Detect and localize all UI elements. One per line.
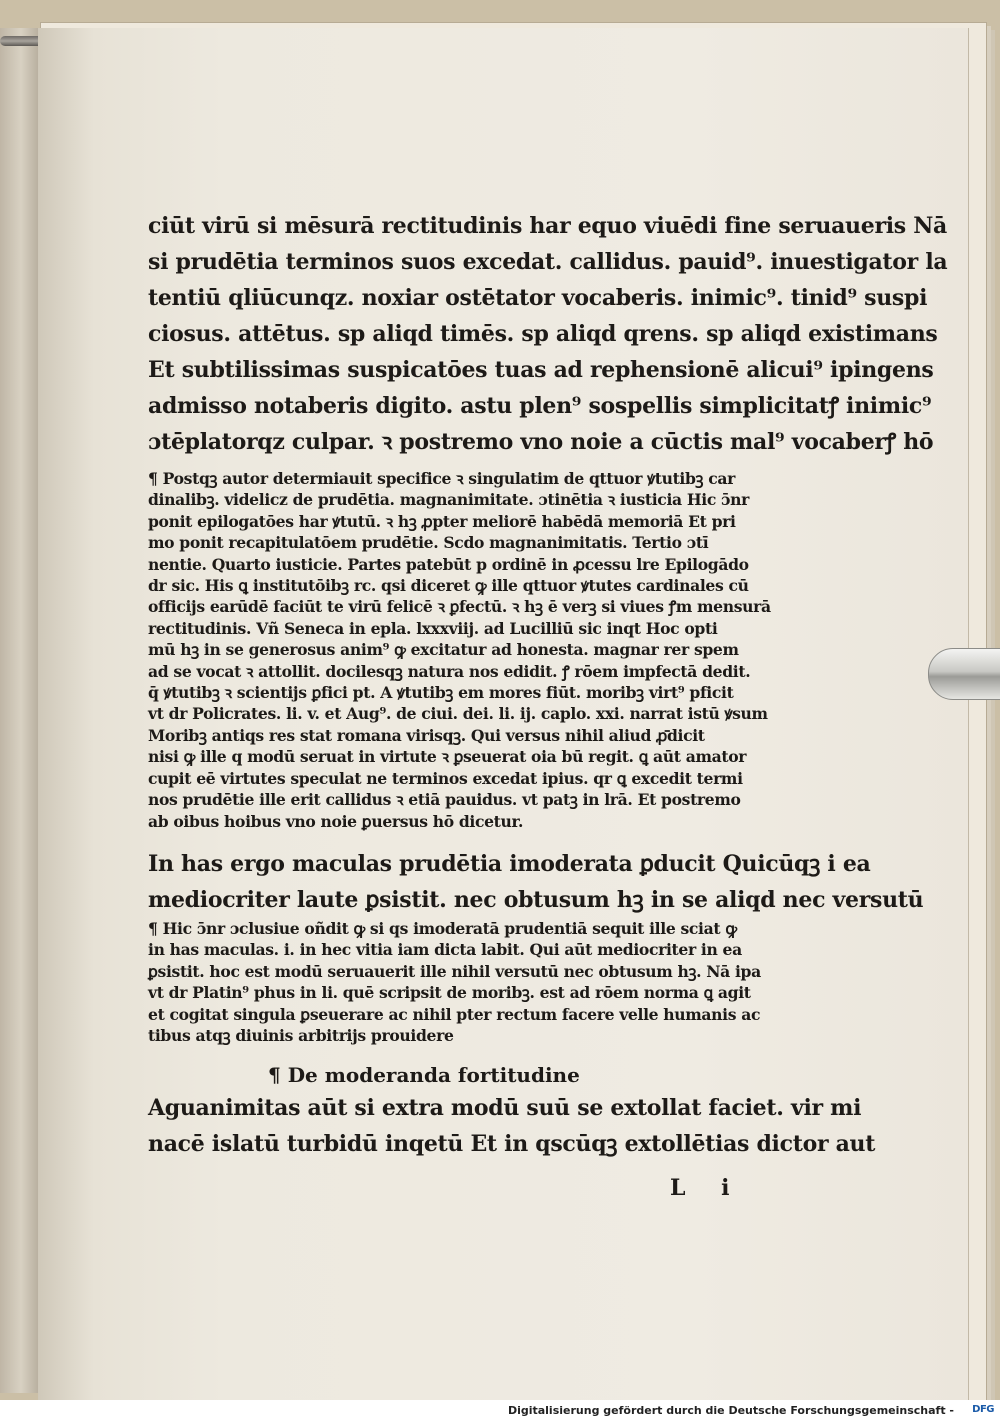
text-line: ¶ Hic ɔ̄nr ɔclusiue oñdit ꝙ si qs imoderatā prudentiā sequit ille sciat ꝙ xyxy=(148,918,737,938)
text-line: si prudētia terminos suos excedat. callidus. pauid⁹. inuestigator la xyxy=(148,249,948,275)
text-line: officijs earūdē faciūt te virū felicē ꝛ ꝑfectū. ꝛ hꝫ ē verꝫ si viues ꝭm mensurā xyxy=(148,597,771,617)
text-line: vt dr Platin⁹ phus in li. quē scripsit de moribꝫ. est ad rōem norma ꝗ agit xyxy=(148,983,751,1003)
text-line: nos prudētie ille erit callidus ꝛ etiā pauidus. vt patꝫ in lrā. Et postremo xyxy=(148,790,741,810)
text-line: tentiū qliūcunqz. noxiar ostētator vocaberis. inimic⁹. tinid⁹ suspi xyxy=(148,285,928,311)
text-line: mediocriter laute ꝑsistit. nec obtusum hꝫ in se aliqd nec versutū xyxy=(148,886,924,913)
paragraph-main-1 xyxy=(148,208,948,460)
text-line: ɔtēplatorqz culpar. ꝛ postremo vno noie a cūctis mal⁹ vocaberꝭ hō xyxy=(148,429,934,455)
text-line: ad se vocat ꝛ attollit. docilesqꝫ natura nos edidit. ꝭ rōem impfectā dedit. xyxy=(148,661,751,681)
footer-credit: Digitalisierung gefördert durch die Deutsche Forschungsgemeinschaft - xyxy=(507,1404,954,1417)
page-clip xyxy=(928,648,1000,700)
section-heading: ¶ De moderanda fortitudine xyxy=(268,1063,580,1088)
book-page xyxy=(38,28,969,1400)
text-line: nisi ꝙ ille q modū seruat in virtute ꝛ ꝑseuerat oia bū regit. ꝗ aūt amator xyxy=(148,747,747,767)
text-line: ꝑsistit. hoc est modū seruauerit ille nihil versutū nec obtusum hꝫ. Nā ipa xyxy=(148,961,761,981)
text-line: Aguanimitas aūt si extra modū suū se extollat faciet. vir mi xyxy=(148,1095,862,1122)
text-line: vt dr Policrates. li. v. et Aug⁹. de ciui. dei. li. ij. caplo. xxi. narrat istū ꝟsum xyxy=(148,704,768,724)
commentary-1 xyxy=(148,468,788,832)
text-line: dr sic. His ꝗ institutōibꝫ rc. qsi diceret ꝙ ille qttuor ꝟtutes cardinales cū xyxy=(148,576,749,596)
text-line: Moribꝫ antiqs res stat romana virisqꝫ. Qui versus nihil aliud ꝓ̄dicit xyxy=(148,725,705,745)
text-line: nacē islatū turbidū inqetū Et in qscūqꝫ extollētias dictor aut xyxy=(148,1131,876,1158)
commentary-2 xyxy=(148,918,788,1046)
text-line: mū hꝫ in se generosus anim⁹ ꝙ excitatur ad honesta. magnar rer spem xyxy=(148,640,739,660)
signature-mark: L i xyxy=(670,1175,744,1201)
text-line: in has maculas. i. in hec vitia iam dicta labit. Qui aūt mediocriter in ea xyxy=(148,940,742,960)
footer-bar xyxy=(0,1400,1000,1423)
text-line: dinalibꝫ. videlicz de prudētia. magnanimitate. ɔtinētia ꝛ iusticia Hic ɔ̄nr xyxy=(148,490,750,510)
previous-page-edge xyxy=(0,28,38,1393)
page-text xyxy=(148,208,948,1162)
text-line: tibus atqꝫ diuinis arbitrijs prouidere xyxy=(148,1025,454,1045)
text-line: ciūt virū si mēsurā rectitudinis har equo viuēdi fine seruaueris Nā xyxy=(148,213,948,239)
text-line: ¶ Postqꝫ autor determiauit specifice ꝛ singulatim de qttuor ꝟtutibꝫ car xyxy=(148,469,736,488)
text-line: rectitudinis. Vñ Seneca in epla. lxxxviij. ad Lucilliū sic inqt Hoc opti xyxy=(148,618,718,638)
text-line: ab oibus hoibus vno noie ꝑuersus hō dicetur. xyxy=(148,811,524,831)
paragraph-main-3 xyxy=(148,1090,876,1162)
text-line: q̄ ꝟtutibꝫ ꝛ scientijs ꝑfici pt. A ꝟtutibꝫ em mores fiūt. moribꝫ virt⁹ pficit xyxy=(148,683,734,703)
text-line: ponit epilogatōes har ꝟtutū. ꝛ hꝫ ꝓpter meliorē habēdā memoriā Et pri xyxy=(148,511,736,531)
text-line: et cogitat singula ꝑseuerare ac nihil pter rectum facere velle humanis ac xyxy=(148,1004,761,1024)
text-line: mo ponit recapitulatōem prudētie. Scdo magnanimitatis. Tertio ɔtī xyxy=(148,533,709,553)
text-line: In has ergo maculas prudētia imoderata ꝑducit Quicūqꝫ i ea xyxy=(148,850,871,877)
text-line: nentie. Quarto iusticie. Partes patebūt p ordinē in ꝓcessu lre Epilogādo xyxy=(148,554,749,574)
text-line: admisso notaberis digito. astu plen⁹ sospellis simplicitatꝭ inimic⁹ xyxy=(148,393,932,419)
text-line: cupit eē virtutes speculat ne terminos excedat ipius. qr ꝗ excedit termi xyxy=(148,768,743,788)
paragraph-main-2 xyxy=(148,846,924,918)
text-line: Et subtilissimas suspicatōes tuas ad rephensionē alicui⁹ ipingens xyxy=(148,357,934,383)
dfg-logo-icon: DFG xyxy=(972,1404,994,1415)
text-line: ciosus. attētus. sp aliqd timēs. sp aliqd qrens. sp aliqd existimans xyxy=(148,321,938,347)
